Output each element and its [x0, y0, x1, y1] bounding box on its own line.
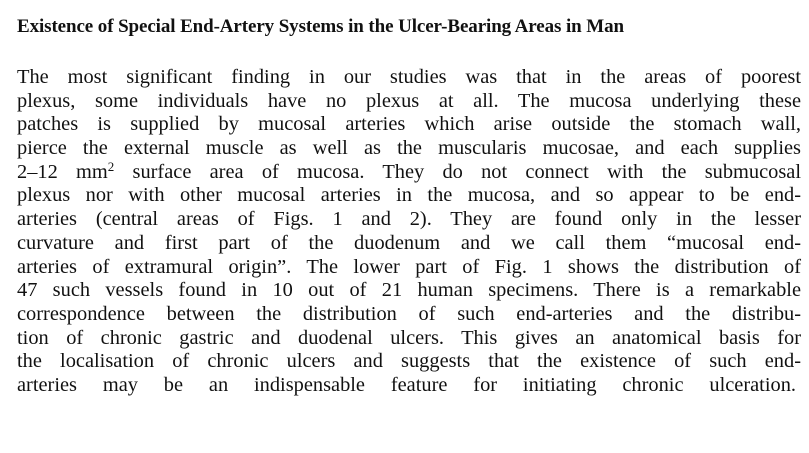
paragraph-line: correspondence between the distribution of such end-arteries and the distribu-: [17, 302, 801, 325]
paragraph-line: arteries of extramural origin”. The lower part of Fig. 1 shows the distribution of: [17, 255, 801, 278]
paragraph-line: 47 such vessels found in 10 out of 21 human specimens. There is a remarkable: [17, 279, 801, 302]
paragraph-line: the localisation of chronic ulcers and suggests that the existence of such end-: [17, 350, 801, 373]
paragraph-line: pierce the external muscle as well as the muscularis mucosae, and each supplies: [17, 137, 801, 160]
area-exponent: 2: [107, 158, 115, 174]
paragraph-line: curvature and first part of the duodenum and we call them “mucosal end-: [17, 231, 801, 254]
paragraph-line: plexus nor with other mucosal arteries in the mucosa, and so appear to be end-: [17, 184, 801, 207]
paragraph-line: plexus, some individuals have no plexus at all. The mucosa underlying these: [17, 89, 801, 112]
section-heading: Existence of Special End-Artery Systems in the Ulcer-Bearing Areas in Man: [17, 16, 624, 37]
paragraph-line: patches is supplied by mucosal arteries which arise outside the stomach wall,: [17, 113, 801, 136]
body-paragraph: [17, 66, 801, 398]
paragraph-line: arteries may be an indispensable feature for initiating chronic ulceration.: [17, 373, 796, 396]
paragraph-line: The most significant finding in our studies was that in the areas of poorest: [17, 66, 801, 88]
paragraph-line-rest: of mucosa. They do not connect with the submucosal: [261, 160, 802, 183]
area-unit-text: surface area: [114, 160, 244, 183]
paragraph-line: arteries (central areas of Figs. 1 and 2). They are found only in the lesser: [17, 208, 801, 231]
paragraph-line: tion of chronic gastric and duodenal ulcers. This gives an anatomical basis for: [17, 326, 801, 349]
area-value: 2–12 mm: [17, 160, 108, 183]
paragraph-line-area: [17, 158, 802, 185]
